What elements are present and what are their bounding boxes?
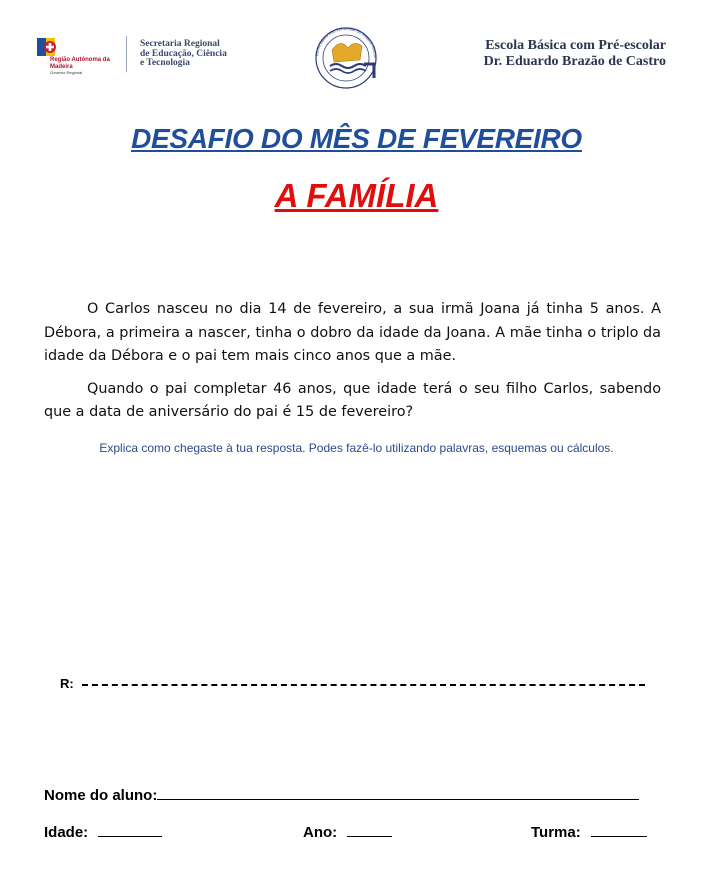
school-seal-icon: [304, 20, 388, 90]
school-name: [484, 38, 666, 70]
region-logo: [36, 36, 120, 80]
year-line[interactable]: [347, 821, 392, 837]
instruction-hint: Explica como chegaste à tua resposta. Podes fazê-lo utilizando palavras, esquemas ou cálculos.: [99, 441, 614, 455]
student-name-line[interactable]: [157, 784, 639, 800]
answer-label: R:: [60, 676, 74, 691]
school-name-line1: Escola Básica com Pré-escolar: [485, 38, 666, 53]
document-header: [0, 0, 713, 110]
student-name-field: [44, 784, 639, 804]
seal-text: Escola Básica com Pré-escolar Dr. Eduardo Brazão: [314, 25, 379, 59]
school-name-line2: Dr. Eduardo Brazão de Castro: [483, 54, 666, 69]
problem-statement: [44, 298, 661, 425]
year-field: [303, 821, 392, 841]
class-field: [531, 821, 647, 841]
answer-line[interactable]: [82, 676, 645, 686]
age-field: [44, 821, 162, 841]
year-label: Ano:: [303, 824, 338, 841]
challenge-title: DESAFIO DO MÊS DE FEVEREIRO: [131, 123, 582, 154]
student-name-label: Nome do aluno:: [44, 787, 158, 804]
answer-row: [60, 676, 645, 691]
class-line[interactable]: [591, 821, 647, 837]
problem-paragraph-2: Quando o pai completar 46 anos, que idade terá o seu filho Carlos, sabendo que a data de aniversário do pai é 15 de fevereiro?: [44, 380, 661, 420]
secretariat-name: Secretaria Regional de Educação, Ciência e Tecnologia: [140, 39, 227, 68]
header-divider: [126, 36, 127, 72]
subject-title: A FAMÍLIA: [274, 177, 439, 214]
region-logo-text: Região Autónoma da Madeira: [50, 57, 110, 70]
problem-paragraph-1: O Carlos nasceu no dia 14 de fevereiro, a sua irmã Joana já tinha 5 anos. A Débora, a primeira a nascer, tinha o dobro da idade da Joana. A mãe tinha o triplo da idade da Débora e o pai tem mais cinco anos que a mãe.: [44, 301, 661, 364]
region-logo-subtext: Governo Regional: [50, 70, 83, 75]
age-line[interactable]: [98, 821, 162, 837]
class-label: Turma:: [531, 824, 581, 841]
age-label: Idade:: [44, 824, 89, 841]
